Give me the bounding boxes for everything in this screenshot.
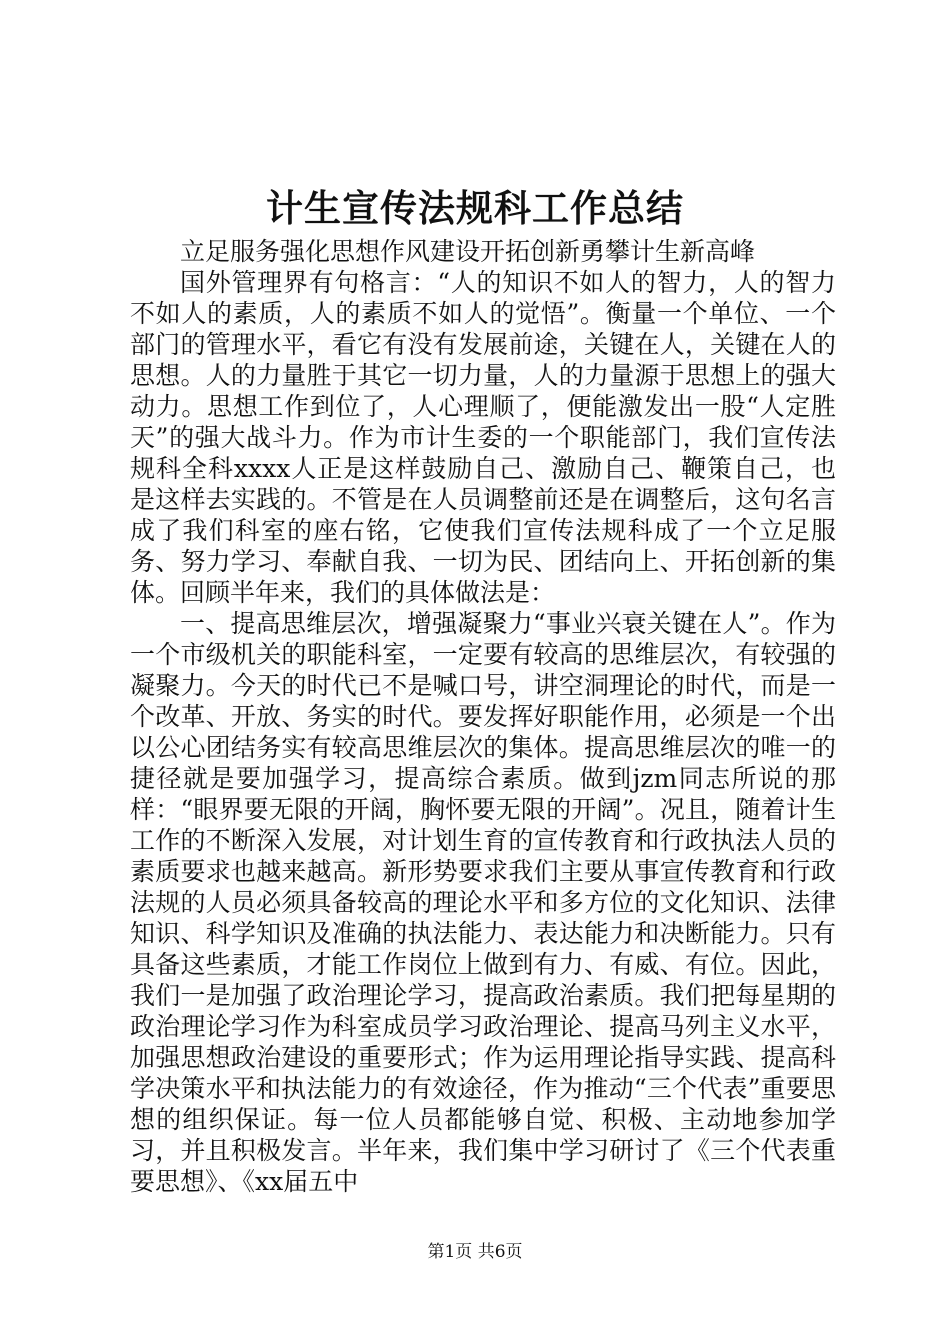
body-paragraph: 一、提高思维层次，增强凝聚力“事业兴衰关键在人”。作为一个市级机关的职能科室，一定要有较高的思维层次，有较强的凝聚力。今天的时代已不是喊口号，讲空洞理论的时代，而是一个改革、开放、务实的时代。要发挥好职能作用，必须是一个出以公心团结务实有较高思维层次的集体。提高思维层次的唯一的捷径就是要加强学习，提高综合素质。做到jzm同志所说的那样：“眼界要无限的开阔，胸怀要无限的开阔”。况且，随着计生工作的不断深入发展，对计划生育的宣传教育和行政执法人员的素质要求也越来越高。新形势要求我们主要从事宣传教育和行政法规的人员必须具备较高的理论水平和多方位的文化知识、法律知识、科学知识及准确的执法能力、表达能力和决断能力。只有具备这些素质，才能工作岗位上做到有力、有威、有位。因此，我们一是加强了政治理论学习，提高政治素质。我们把每星期的政治理论学习作为科室成员学习政治理论、提高马列主义水平，加强思想政治建设的重要形式；作为运用理论指导实践、提高科学决策水平和执法能力的有效途径，作为推动“三个代表”重要思想的组织保证。每一位人员都能够自觉、积极、主动地参加学习，并且积极发言。半年来，我们集中学习研讨了《三个代表重要思想》、《xx届五中 (130, 609, 836, 1196)
body-paragraph: 国外管理界有句格言：“人的知识不如人的智力，人的智力不如人的素质，人的素质不如人的觉悟”。衡量一个单位、一个部门的管理水平，看它有没有发展前途，关键在人，关键在人的思想。人的力量胜于其它一切力量，人的力量源于思想上的强大动力。思想工作到位了，人心理顺了，便能激发出一股“人定胜天”的强大战斗力。作为市计生委的一个职能部门，我们宣传法规科全科xxxx人正是这样鼓励自己、激励自己、鞭策自己，也是这样去实践的。不管是在人员调整前还是在调整后，这句名言成了我们科室的座右铭，它使我们宣传法规科成了一个立足服务、努力学习、奉献自我、一切为民、团结向上、开拓创新的集体。回顾半年来，我们的具体做法是： (130, 268, 836, 607)
document-body (130, 236, 836, 1197)
subtitle-paragraph: 立足服务强化思想作风建设开拓创新勇攀计生新高峰 (180, 237, 756, 266)
document-title: 计生宣传法规科工作总结 (266, 186, 684, 230)
page-number-footer: 第1页 共6页 (427, 1242, 523, 1262)
